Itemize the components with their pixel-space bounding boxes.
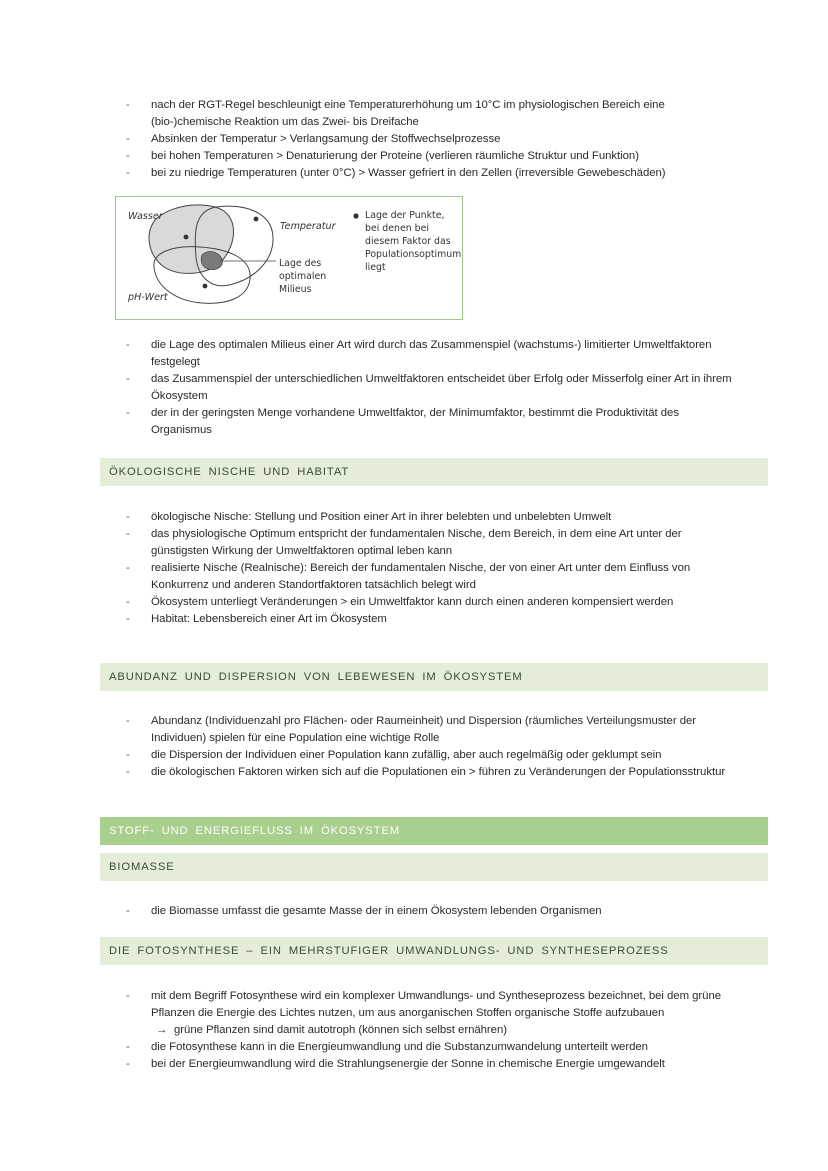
- legend-text: Lage der Punkte, bei denen bei diesem Faktor das Populationsoptimum liegt: [365, 210, 462, 273]
- list-item: - nach der RGT-Regel beschleunigt eine Temperaturerhöhung um 10°C im physiologischen Bereich eine (bio-)chemische Reaktion um das Zwei- bis Dreifache: [126, 97, 736, 131]
- list-item: - Absinken der Temperatur > Verlangsamung der Stoffwechselprozesse: [126, 131, 736, 148]
- list-item: - das Zusammenspiel der unterschiedlichen Umweltfaktoren entscheidet über Erfolg oder Misserfolg einer Art in ihrem Ökosystem: [126, 371, 736, 405]
- list-item: - realisierte Nische (Realnische): Bereich der fundamentalen Nische, der von einer Art unter dem Einfluss von Konkurrenz und anderen Standortfaktoren tatsächlich belegt wird: [126, 560, 736, 594]
- legend-point: [353, 213, 358, 218]
- heading-biomasse: BIOMASSE: [100, 853, 768, 881]
- wasser-label: Wasser: [128, 211, 163, 222]
- nische-bullet-list: [126, 509, 736, 628]
- list-item: - der in der geringsten Menge vorhandene Umweltfaktor, der Minimumfaktor, bestimmt die Produktivität des Organismus: [126, 405, 736, 439]
- list-item: - bei der Energieumwandlung wird die Strahlungsenergie der Sonne in chemische Energie umgewandelt: [126, 1056, 736, 1073]
- list-item: - die ökologischen Faktoren wirken sich auf die Populationen ein > führen zu Veränderungen der Populationsstruktur: [126, 764, 736, 781]
- list-item: - Ökosystem unterliegt Veränderungen > ein Umweltfaktor kann durch einen anderen kompensiert werden: [126, 594, 736, 611]
- list-item: - das physiologische Optimum entspricht der fundamentalen Nische, dem Bereich, in dem eine Art unter der günstigsten Wirkung der Umweltfaktoren optimal leben kann: [126, 526, 736, 560]
- heading-abundanz-dispersion: ABUNDANZ UND DISPERSION VON LEBEWESEN IM ÖKOSYSTEM: [100, 663, 768, 691]
- list-item: - Abundanz (Individuenzahl pro Flächen- oder Raumeinheit) und Dispersion (räumliches Verteilungsmuster der Individuen) spielen für eine Population eine wichtige Rolle: [126, 713, 736, 747]
- heading-stoff-energiefluss: STOFF- UND ENERGIEFLUSS IM ÖKOSYSTEM: [100, 817, 768, 845]
- list-item: - die Fotosynthese kann in die Energieumwandlung und die Substanzumwandelung unterteilt werden: [126, 1039, 736, 1056]
- list-item: - bei zu niedrige Temperaturen (unter 0°C) > Wasser gefriert in den Zellen (irreversible Gewebeschäden): [126, 165, 736, 182]
- heading-fotosynthese: DIE FOTOSYNTHESE – EIN MEHRSTUFIGER UMWANDLUNGS- UND SYNTHESEPROZESS: [100, 937, 768, 965]
- list-item: - Habitat: Lebensbereich einer Art im Ökosystem: [126, 611, 736, 628]
- sub-list-item: [126, 1022, 736, 1039]
- milieu-bullet-list: [126, 337, 736, 439]
- list-item: - mit dem Begriff Fotosynthese wird ein komplexer Umwandlungs- und Syntheseprozess bezeichnet, bei dem grüne Pflanzen die Energie des Lichtes nutzen, um aus anorganischen Stoffen organische Stoffe aufzubauen: [126, 988, 736, 1022]
- heading-nische-habitat: ÖKOLOGISCHE NISCHE UND HABITAT: [100, 458, 768, 486]
- sub-item-text: grüne Pflanzen sind damit autotroph (können sich selbst ernähren): [174, 1024, 507, 1036]
- list-item: - bei hohen Temperaturen > Denaturierung der Proteine (verlieren räumliche Struktur und Funktion): [126, 148, 736, 165]
- ph-label: pH-Wert: [128, 292, 168, 303]
- fotosynthese-bullet-list: [126, 988, 736, 1073]
- list-item: - die Lage des optimalen Milieus einer Art wird durch das Zusammenspiel (wachstums-) limitierter Umweltfaktoren festgelegt: [126, 337, 736, 371]
- list-item: - die Dispersion der Individuen einer Population kann zufällig, aber auch regelmäßig oder geklumpt sein: [126, 747, 736, 764]
- temperature-bullet-list: [126, 97, 736, 182]
- list-item: - ökologische Nische: Stellung und Position einer Art in ihrer belebten und unbelebten Umwelt: [126, 509, 736, 526]
- list-item: - die Biomasse umfasst die gesamte Masse der in einem Ökosystem lebenden Organismen: [126, 903, 736, 920]
- temperatur-optimum-point: [254, 217, 259, 222]
- abundanz-bullet-list: [126, 713, 736, 781]
- ph-optimum-point: [203, 284, 208, 289]
- biomasse-bullet-list: [126, 903, 736, 920]
- milieu-label: Lage des optimalen Milieus: [279, 258, 327, 295]
- temperatur-label: Temperatur: [280, 221, 336, 232]
- wasser-optimum-point: [184, 235, 189, 240]
- arrow-right-icon: →: [156, 1024, 168, 1036]
- optimal-milieu-diagram: [115, 196, 463, 320]
